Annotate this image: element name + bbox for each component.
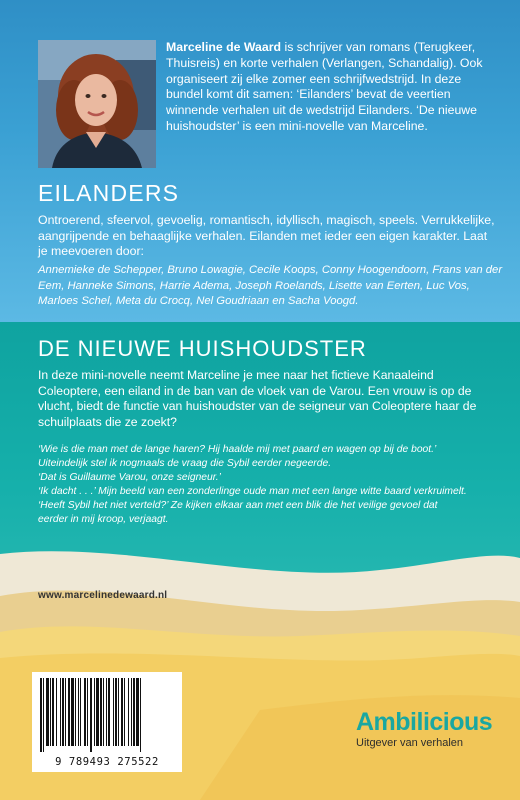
barcode-bar: [40, 678, 42, 752]
barcode-bar: [50, 678, 51, 746]
barcode-bar: [121, 678, 123, 746]
eilanders-description: Ontroerend, sfeervol, gevoelig, romantisch, idyllisch, magisch, speels. Verrukkelijke, aangrijpende en behaaglijke verhalen. Eilanden met ieder een eigen karakter. Laat je meevoeren door:: [38, 213, 495, 259]
barcode-bar: [115, 678, 117, 746]
barcode-bar: [140, 678, 141, 752]
barcode-bars: [38, 678, 176, 752]
isbn-number: 9 789493 275522: [55, 756, 159, 768]
barcode-bar: [113, 678, 114, 746]
huishoudster-description: In deze mini-novelle neemt Marceline je mee naar het fictieve Kanaaleind Coleoptere, een eiland in de ban van de vloek van de Varou. Een vrouw is op de vlucht, biedt de functie van huishoudster van de seigneur van Coleoptere haar de schuilplaats die ze zoekt?: [38, 368, 477, 429]
excerpt-line: ‘Heeft Sybil het niet verteld?’ Ze kijken elkaar aan met een blik die het veilige gevoel dat: [38, 500, 438, 511]
eilanders-authors: Annemieke de Schepper, Bruno Lowagie, Cecile Koops, Conny Hoogendoorn, Frans van der Eem, Hanneke Simons, Harrie Adema, Joseph Roelands, Lisette van Eerten, Luc Vos, Marloes Schel, Meta du Crocq, Nel Goudriaan en Sacha Voogd.: [38, 264, 503, 308]
barcode-bar: [75, 678, 76, 746]
author-name: Marceline de Waard: [166, 40, 282, 54]
excerpt-line: eerder in mij kroop, verjaagt.: [38, 514, 169, 525]
barcode-bar: [71, 678, 74, 746]
eilanders-title: EILANDERS: [38, 180, 180, 206]
barcode-bar: [80, 678, 81, 746]
barcode-bar: [108, 678, 110, 746]
excerpt-line: ‘Wie is die man met de lange haren? Hij haalde mij met paard en wagen op bij de boot.’: [38, 444, 437, 455]
barcode-bar: [68, 678, 70, 746]
barcode-bar: [87, 678, 88, 746]
barcode-bar: [106, 678, 107, 746]
barcode-bar: [46, 678, 49, 746]
huishoudster-title: DE NIEUWE HUISHOUDSTER: [38, 336, 367, 361]
novella-excerpt: [38, 443, 504, 527]
excerpt-line: ‘Dat is Guillaume Varou, onze seigneur.’: [38, 472, 221, 483]
barcode-bar: [124, 678, 125, 746]
barcode-bar: [96, 678, 99, 746]
isbn-barcode: [32, 672, 182, 772]
publisher-name: Ambilicious: [356, 708, 493, 736]
excerpt-line: Uiteindelijk stel ik nogmaals de vraag die Sybil eerder negeerde.: [38, 458, 332, 469]
website-link[interactable]: www.marcelinedewaard.nl: [38, 590, 168, 601]
barcode-bar: [128, 678, 129, 746]
barcode-bar: [43, 678, 44, 752]
author-photo: [38, 40, 156, 168]
barcode-bar: [136, 678, 139, 746]
publisher-logo: [356, 708, 496, 750]
barcode-bar: [84, 678, 86, 746]
barcode-bar: [94, 678, 95, 746]
barcode-bar: [90, 678, 92, 752]
author-bio-text: is schrijver van romans (Terugkeer, Thuisreis) en korte verhalen (Verlangen, Schandalig). Ook organiseert zij elke zomer een schrijfwedstrijd. In deze bundel komt dit samen: ‘Eilanders’ bevat de veertien winnende verhalen uit de wedstrijd Eilanders. ‘De nieuwe huishoudster’ is een mini-novelle van Marceline.: [166, 40, 483, 133]
barcode-bar: [118, 678, 119, 746]
author-bio: [166, 40, 494, 135]
barcode-bar: [133, 678, 135, 746]
barcode-bar: [52, 678, 54, 746]
barcode-bar: [62, 678, 64, 746]
barcode-bar: [65, 678, 66, 746]
barcode-bar: [56, 678, 57, 746]
barcode-bar: [60, 678, 61, 746]
excerpt-line: ‘Ik dacht . . .’ Mijn beeld van een zonderlinge oude man met een lange witte baard verkruimelt.: [38, 486, 467, 497]
barcode-bar: [100, 678, 102, 746]
publisher-tagline: Uitgever van verhalen: [356, 737, 464, 749]
barcode-bar: [103, 678, 104, 746]
barcode-bar: [131, 678, 132, 746]
barcode-bar: [78, 678, 79, 746]
